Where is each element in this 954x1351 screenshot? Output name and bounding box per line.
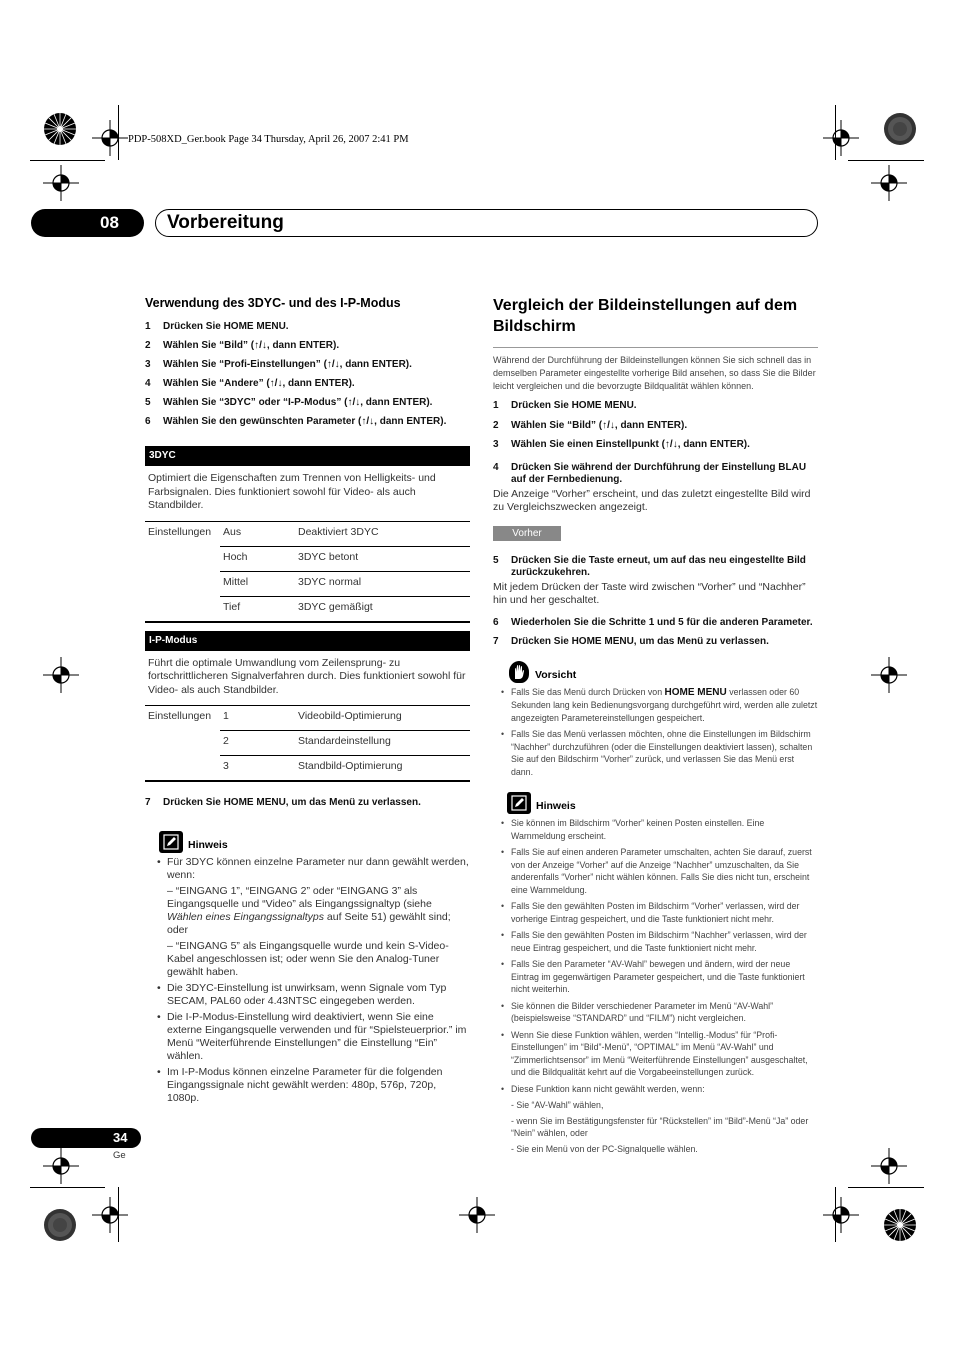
language-code: Ge: [113, 1150, 126, 1161]
crosshair-mark-mid-left: [43, 657, 79, 693]
list-item: • Falls Sie den Parameter “AV-Wahl” bewegen und ändern, wird der neue Eintrag im gegenwärtigen Parameter gespeichert, und die Taste funktioniert nicht weiterhin.: [493, 958, 818, 996]
list-item: • Für 3DYC können einzelne Parameter nur dann gewählt werden, wenn:: [157, 856, 470, 882]
list-item: • Sie können im Bildschirm “Vorher” keinen Posten einstellen. Eine Warnmeldung erscheint.: [493, 817, 818, 842]
trim-line: [848, 160, 924, 161]
list-item: - Sie “AV-Wahl” wählen,: [511, 1100, 604, 1110]
list-item: • Falls Sie auf einen anderen Parameter umschalten, achten Sie darauf, zuerst von der Anzeige “Vorher” auf die Anzeige “Nachher” umzuschalten, da Sie anderenfalls “Vorher” nicht wählen können. Falls Sie dies nicht tun, erscheint eine Warnmeldung.: [493, 846, 818, 896]
step-item: 1 Drücken Sie HOME MENU.: [145, 321, 289, 332]
step-item: 1 Drücken Sie HOME MENU.: [493, 400, 637, 411]
step-description: Mit jedem Drücken der Taste wird zwischen “Vorher” und “Nachher” hin und her geschaltet.: [493, 580, 806, 606]
left-column: [145, 296, 470, 1108]
table-end-rule: [145, 621, 470, 623]
intro-paragraph: Während der Durchführung der Bildeinstellungen können Sie sich schnell das in demselben Parameter eingestellte vorherige Bild ansehen, so dass Sie die Bilder leicht vergleichen und die bevorzugte Bildqualität wählen können.: [493, 355, 816, 391]
print-registration-star-top-left: [43, 112, 77, 146]
chapter-title: Vorbereitung: [167, 212, 284, 233]
section-heading: Verwendung des 3DYC- und des I-P-Modus: [145, 296, 401, 310]
list-item: • Falls Sie das Menü durch Drücken von HOME MENU verlassen oder 60 Sekunden lang kein Bedienungsvorgang durchgeführt wird, werden alle zuletzt angezeigten Parametereinstellungen gespeichert.: [493, 686, 818, 725]
note-pencil-icon: [507, 792, 531, 814]
trim-line: [835, 105, 836, 160]
step-item: 6 Wählen Sie den gewünschten Parameter (↑/↓, dann ENTER).: [145, 416, 447, 427]
crosshair-mark-bottom-a: [92, 1197, 128, 1233]
step-item: 4 Wählen Sie “Andere” (↑/↓, dann ENTER).: [145, 378, 355, 389]
list-item: • Falls Sie das Menü verlassen möchten, ohne die Einstellungen im Bildschirm “Nachher” durchzuführen (oder die Einstellungen deaktiviert lassen), schalten Sie auf den Bildschirm “Vorher” zurück, und verlassen Sie das Menü erst dann.: [493, 728, 818, 778]
step-item: 3 Wählen Sie einen Einstellpunkt (↑/↓, dann ENTER).: [493, 439, 750, 450]
list-item: • Diese Funktion kann nicht gewählt werden, wenn:: [493, 1083, 818, 1096]
caution-list: [493, 686, 818, 779]
note-pencil-icon: [159, 831, 183, 853]
table-row: Einstellungen 1 Videobild-Optimierung: [145, 706, 470, 731]
step-item: 3 Wählen Sie “Profi-Einstellungen” (↑/↓, dann ENTER).: [145, 359, 412, 370]
crosshair-mark-top-b: [823, 120, 859, 156]
list-item: – “EINGANG 5” als Eingangsquelle wurde und kein S-Video-Kabel angeschlossen ist; oder wenn Sie den Analog-Tuner gewählt haben.: [167, 940, 449, 978]
step-item: 6 Wiederholen Sie die Schritte 1 und 5 für die anderen Parameter.: [493, 616, 813, 628]
step-item: 5 Wählen Sie “3DYC” oder “I-P-Modus” (↑/↓, dann ENTER).: [145, 397, 433, 408]
note-list: [157, 856, 470, 1105]
table-description: Führt die optimale Umwandlung vom Zeilensprung- zu fortschrittlicheren Signalverfahren durch. Dies funktioniert sowohl für Video- als auch Standbilder.: [148, 656, 466, 696]
print-slug: PDP-508XD_Ger.book Page 34 Thursday, April 26, 2007 2:41 PM: [128, 134, 409, 145]
caution-header: [509, 661, 818, 683]
page-number: 34: [113, 1130, 128, 1145]
vorher-indicator: Vorher: [493, 526, 561, 541]
print-registration-star-bottom-left: [43, 1208, 77, 1242]
crosshair-mark-side-a: [43, 165, 79, 201]
step-item: 4 Drücken Sie während der Durchführung der Einstellung BLAU auf der Fernbedienung.: [493, 461, 807, 485]
trim-line: [30, 160, 105, 161]
crosshair-mark-low-a: [43, 1148, 79, 1184]
trim-line: [848, 1187, 924, 1188]
trim-line: [30, 1187, 105, 1188]
table-row: Einstellungen Aus Deaktiviert 3DYC: [145, 521, 470, 546]
caution-hand-icon: [509, 661, 529, 683]
list-item: • Falls Sie den gewählten Posten im Bildschirm “Vorher” verlassen, wird der vorherige Eintrag gespeichert, und die Taste funktioniert nicht mehr.: [493, 900, 818, 925]
list-item: - Sie ein Menü von der PC-Signalquelle wählen.: [511, 1143, 698, 1154]
crosshair-mark-side-b: [871, 165, 907, 201]
settings-table-ip-modus: [145, 705, 470, 780]
table-row: Mittel 3DYC normal: [145, 571, 470, 596]
step-item: 5 Drücken Sie die Taste erneut, um auf das neu eingestellte Bild zurückzukehren.: [493, 554, 806, 578]
step-description: Die Anzeige “Vorher” erscheint, und das zuletzt eingestellte Bild wird zu Vergleichszwecken angezeigt.: [493, 487, 811, 513]
note-title: Hinweis: [188, 839, 228, 851]
trim-line: [118, 105, 119, 160]
crosshair-mark-low-b: [871, 1148, 907, 1184]
list-item: - wenn Sie im Bestätigungsfenster für “Rückstellen” im “Bild”-Menü “Ja” oder “Nein” wählen, oder: [511, 1115, 809, 1138]
section-heading: Vergleich der Bildeinstellungen auf dem Bildschirm: [493, 297, 798, 335]
print-registration-star-bottom-right: [883, 1208, 917, 1242]
step-item: 7 Drücken Sie HOME MENU, um das Menü zu verlassen.: [145, 797, 421, 808]
list-item: • Sie können die Bilder verschiedener Parameter im Menü “AV-Wahl” (beispielsweise “STANDARD” und “FILM”) nicht vergleichen.: [493, 1000, 818, 1025]
caution-title: Vorsicht: [535, 668, 577, 681]
crosshair-mark-top-a: [92, 120, 128, 156]
note-title: Hinweis: [536, 800, 576, 812]
list-item: • Wenn Sie diese Funktion wählen, werden “Intellig.-Modus” für “Profi-Einstellungen” im “Bild”-Menü”, “OPTIMAL” im Menü “AV-Wahl” und “Zimmerlichtsensor” im Menü “Weiterführende Einstellungen” ausgeschaltet, und die Bildqualität kehrt auf die Vorgabeeinstellungen zurück.: [493, 1029, 818, 1079]
note-list: [493, 817, 818, 1155]
list-item: • Falls Sie den gewählten Posten im Bildschirm “Nachher” verlassen, wird der neue Eintrag gespeichert, und die Taste funktioniert nicht mehr.: [493, 929, 818, 954]
settings-table-3dyc: [145, 521, 470, 621]
table-header-ip-modus: I-P-Modus: [145, 631, 470, 651]
print-registration-star-top-right: [883, 112, 917, 146]
table-row: 3 Standbild-Optimierung: [145, 756, 470, 781]
list-item: – “EINGANG 1”, “EINGANG 2” oder “EINGANG 3” als Eingangsquelle und “Video” als Eingangssignaltyp (siehe Wählen eines Eingangssignaltyps auf Seite 51) gewählt sind; oder: [167, 885, 451, 936]
table-row: Hoch 3DYC betont: [145, 546, 470, 571]
right-column: [493, 295, 818, 1158]
trim-line: [118, 1187, 119, 1242]
crosshair-mark-bottom-center: [459, 1197, 495, 1233]
trim-line: [835, 1187, 836, 1242]
table-description: Optimiert die Eigenschaften zum Trennen von Helligkeits- und Farbsignalen. Dies funktioniert sowohl für Video- als auch Standbilder.: [148, 472, 436, 511]
chapter-number: 08: [100, 213, 119, 232]
list-item: • Die I-P-Modus-Einstellung wird deaktiviert, wenn Sie eine externe Eingangsquelle verwenden und für “Spielsteuerprior.” im Menü “Weiterführende Einstellungen” die Einstellung “Ein” wählen.: [157, 1011, 470, 1063]
heading-rule: [493, 347, 818, 348]
step-item: 7 Drücken Sie HOME MENU, um das Menü zu verlassen.: [493, 636, 769, 647]
note-header: [159, 831, 470, 853]
table-row: Tief 3DYC gemäßigt: [145, 596, 470, 621]
table-row: 2 Standardeinstellung: [145, 731, 470, 756]
table-header-3dyc: 3DYC: [145, 446, 470, 466]
list-item: • Die 3DYC-Einstellung ist unwirksam, wenn Signale vom Typ SECAM, PAL60 oder 4.43NTSC eingegeben werden.: [157, 982, 470, 1008]
crosshair-mark-bottom-b: [823, 1197, 859, 1233]
list-item: • Im I-P-Modus können einzelne Parameter für die folgenden Eingangssignale nicht gewählt werden: 480p, 576p, 720p, 1080p.: [157, 1066, 470, 1105]
step-item: 2 Wählen Sie “Bild” (↑/↓, dann ENTER).: [493, 419, 688, 431]
crosshair-mark-mid-right: [871, 657, 907, 693]
note-header: [507, 792, 818, 814]
step-item: 2 Wählen Sie “Bild” (↑/↓, dann ENTER).: [145, 340, 340, 351]
table-end-rule: [145, 780, 470, 782]
